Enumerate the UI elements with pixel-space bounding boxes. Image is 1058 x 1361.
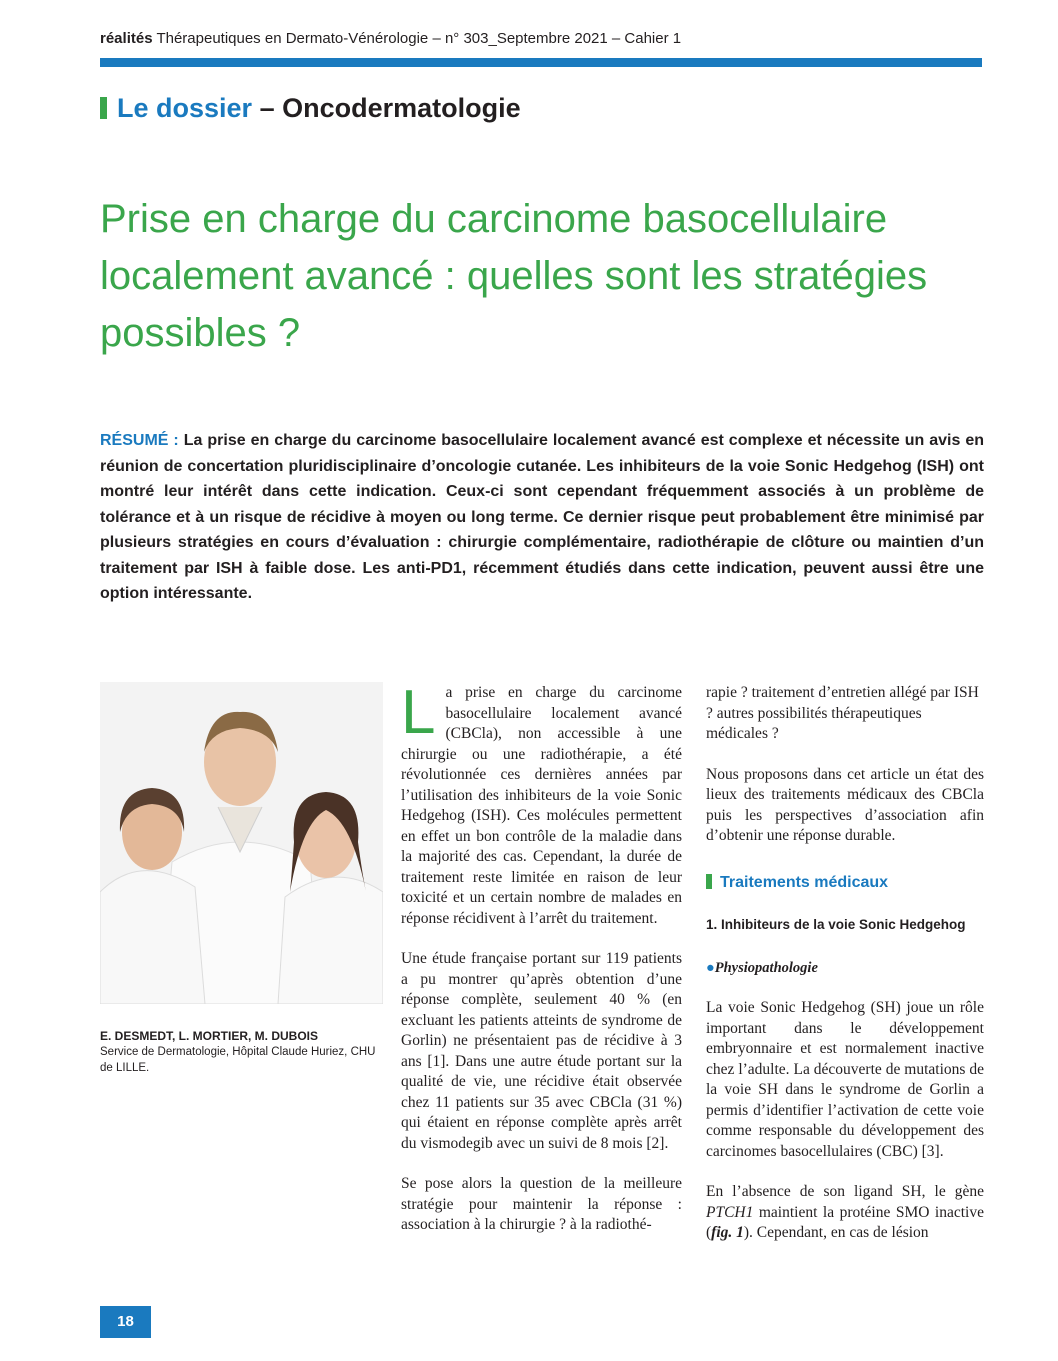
dossier-label: Le dossier xyxy=(117,93,253,123)
journal-issue: Thérapeutiques en Dermato-Vénérologie – n° 303_Septembre 2021 – Cahier 1 xyxy=(152,30,682,47)
paragraph xyxy=(401,678,682,929)
authors-photo-illustration xyxy=(100,682,383,1004)
green-bar-marker xyxy=(100,97,107,119)
dossier-topic: Oncodermatologie xyxy=(282,93,521,123)
body-column-1 xyxy=(401,678,682,1256)
subsection-heading: 1. Inhibiteurs de la voie Sonic Hedgehog xyxy=(706,917,966,932)
body-column-2 xyxy=(706,683,984,1264)
paragraph-text: a prise en charge du carcinome basocellulaire localement avancé (CBCla), non accessible à une chirurgie ou une radiothérapie, a été révolutionnée ces dernières années par l’utilisation des inhibiteurs de la voie Sonic Hedgehog (ISH). Ces molécules permettent en effet un bon contrôle de la maladie dans la majorité des cas. Cependant, la durée de traitement reste limitée en raison de leur toxicité et un certain nombre de malades en réponse récidivent à l’arrêt du traitement. xyxy=(401,684,682,927)
page-number: 18 xyxy=(100,1306,151,1338)
authors-photo xyxy=(100,682,383,1004)
paragraph: rapie ? traitement d’entretien allégé par ISH ? autres possibilités thérapeutiques médicales ? xyxy=(706,684,979,742)
green-bar-marker xyxy=(706,874,712,889)
drop-cap: L xyxy=(401,678,436,747)
paragraph: Se pose alors la question de la meilleure stratégie pour maintenir la réponse : association à la chirurgie ? à la radiothé- xyxy=(401,1175,682,1233)
figure-reference[interactable]: fig. 1 xyxy=(711,1224,744,1241)
header-rule xyxy=(100,58,982,67)
paragraph: Une étude française portant sur 119 patients a pu montrer qu’après obtention d’une réponse complète, seulement 40 % (en excluant les patients atteints de syndrome de Gorlin) ne présentaient pas de récidive à 3 ans [1]. Dans une autre étude portant sur la qualité de vie, une récidive était observée chez 11 patients sur 35 avec CBCla (31 %) qui étaient en réponse complète après arrêt du vismodegib avec un suivi de 8 mois [2]. xyxy=(401,950,682,1152)
paragraph xyxy=(706,1182,984,1244)
section-kicker xyxy=(100,93,521,124)
dossier-separator: – xyxy=(252,93,283,123)
bullet-heading-text: Physiopathologie xyxy=(714,959,818,976)
running-header xyxy=(100,30,982,47)
bullet-heading xyxy=(706,958,984,979)
journal-brand: réalités xyxy=(100,30,153,47)
abstract xyxy=(100,428,984,607)
section-heading-text: Traitements médicaux xyxy=(720,873,889,891)
article-title: Prise en charge du carcinome basocellulaire localement avancé : quelles sont les stratégies possibles ? xyxy=(100,197,928,355)
abstract-label: RÉSUMÉ : xyxy=(100,432,179,449)
author-names: E. DESMEDT, L. MORTIER, M. DUBOIS xyxy=(100,1029,319,1043)
author-affiliation: Service de Dermatologie, Hôpital Claude Huriez, CHU de LILLE. xyxy=(100,1046,376,1074)
abstract-text: La prise en charge du carcinome basocellulaire localement avancé est complexe et nécessite un avis en réunion de concertation pluridisciplinaire d’oncologie cutanée. Les inhibiteurs de la voie Sonic Hedgehog (ISH) ont montré leur intérêt dans cette indication. Ceux-ci sont cependant fréquemment associés à un problème de tolérance et à un risque de récidive à moyen ou long terme. Ce dernier risque peut probablement être minimisé par plusieurs stratégies en cours d’évaluation : chirurgie complémentaire, radiothérapie de clôture ou maintien d’un traitement par ISH à faible dose. Les anti-PD1, récemment étudiés dans cette indication, peuvent aussi être une option intéressante. xyxy=(100,432,985,602)
paragraph-text: ). Cependant, en cas de lésion xyxy=(743,1224,929,1241)
paragraph-text: En l’absence de son ligand SH, le gène xyxy=(706,1183,984,1200)
bullet-icon: ● xyxy=(706,959,715,976)
gene-name: PTCH1 xyxy=(706,1203,754,1221)
paragraph-text: maintient la protéine SMO inactive ( xyxy=(706,1203,984,1241)
section-heading xyxy=(706,873,984,894)
paragraph: La voie Sonic Hedgehog (SH) joue un rôle important dans le développement embryonnaire et est normalement inactive chez l’adulte. La découverte de mutations de la voie SH dans le syndrome de Gorlin a permis d’identifier l’activation de cette voie comme responsable du développement des carcinomes basocellulaires (CBC) [3]. xyxy=(706,999,984,1160)
paragraph: Nous proposons dans cet article un état des lieux des traitements médicaux des CBCla puis les perspectives d’association afin d’obtenir une réponse durable. xyxy=(706,765,984,844)
author-block xyxy=(100,1028,390,1076)
